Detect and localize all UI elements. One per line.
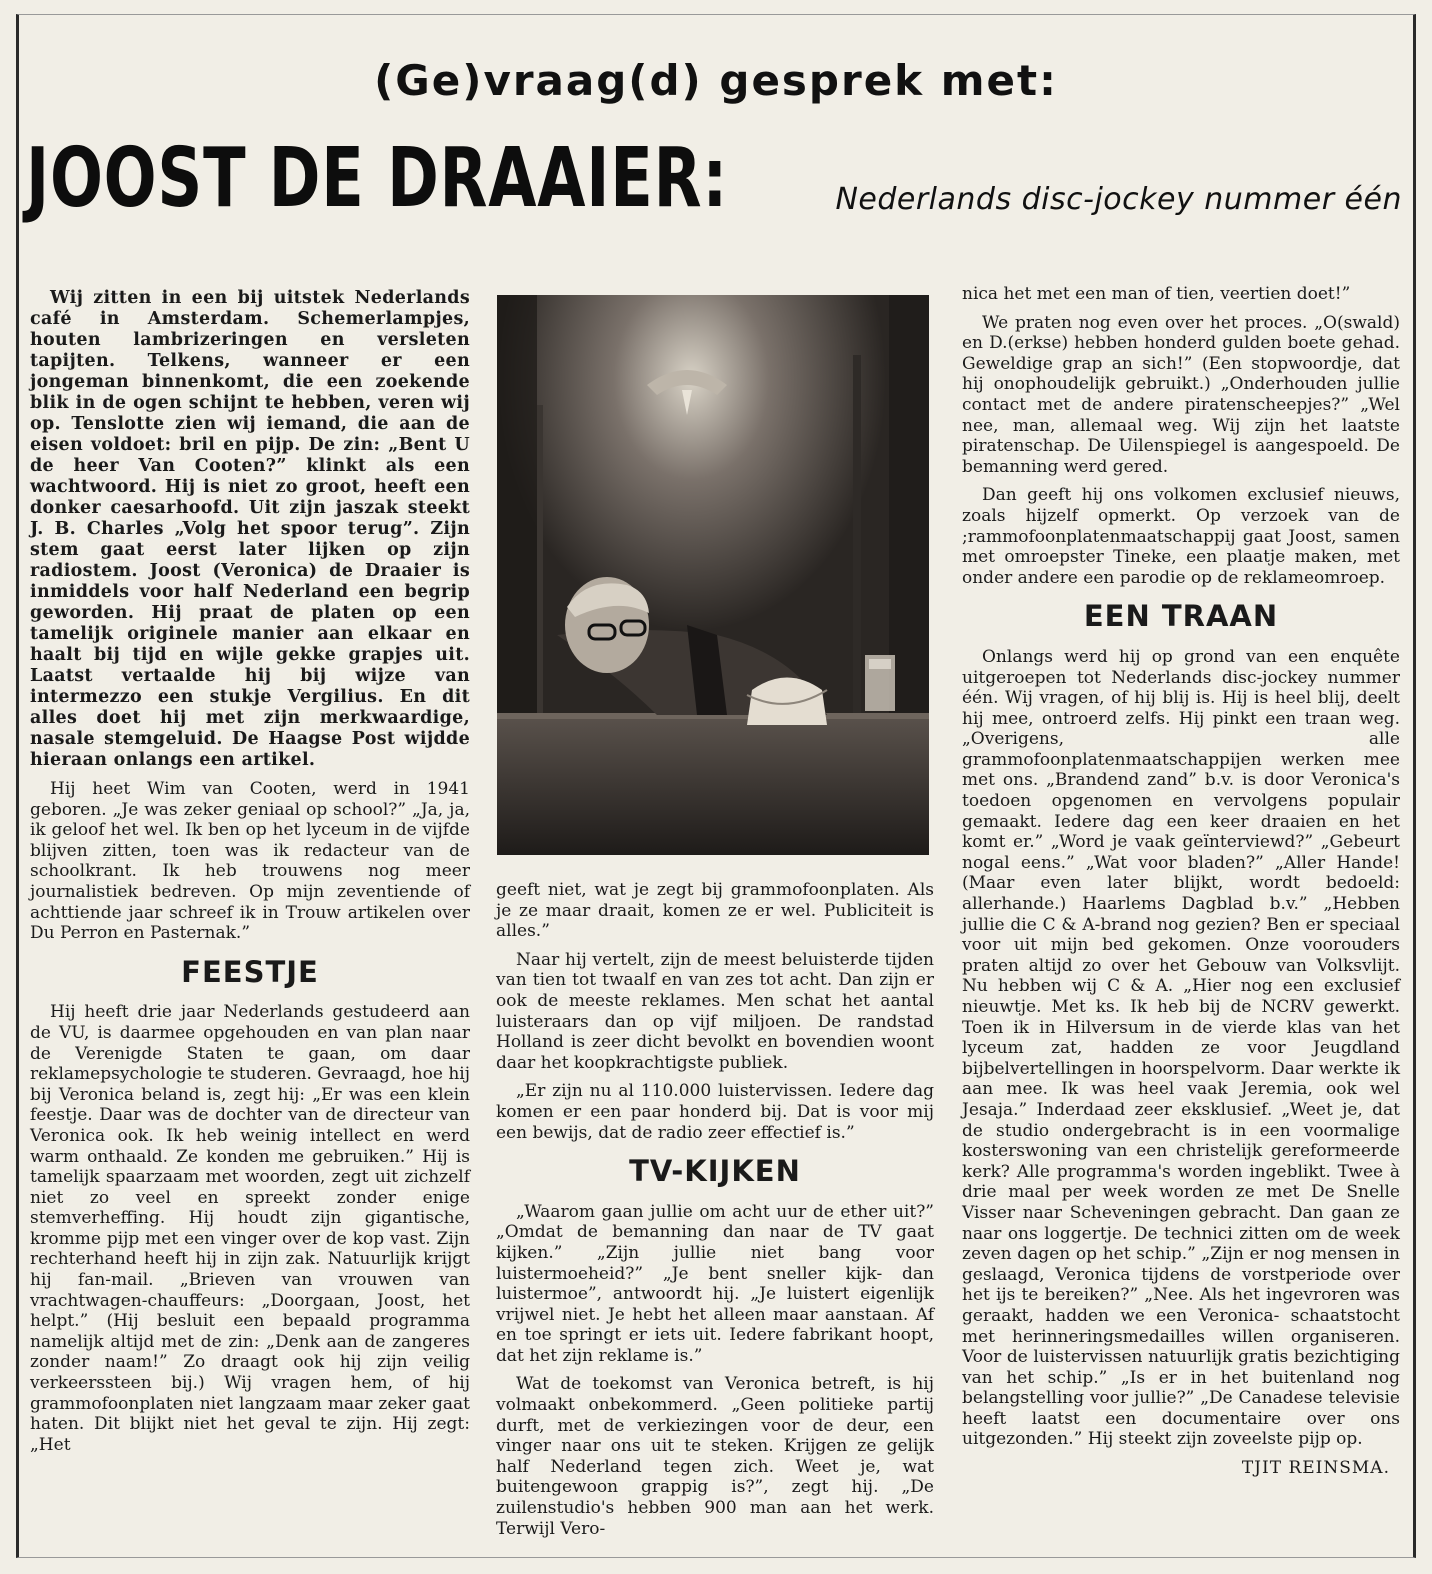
lead-paragraph: Wij zitten in een bij uitstek Nederlands café in Amsterdam. Schemerlampjes, houten lambrizeringen en versleten tapijten. Telkens, wanneer er een jongeman binnenkomt, die een zoekende blik in de ogen schijnt te hebben, veren wij op. Tenslotte zien wij iemand, die aan de eisen voldoet: bril en pijp. De zin: „Bent U de heer Van Cooten?” klinkt als een wachtwoord. Hij is niet zo groot, heeft een donker caesarhoofd. Uit zijn jaszak steekt J. B. Charles „Volg het spoor terug”. Zijn stem gaat eerst later lijken op zijn radiostem. Joost (Veronica) de Draaier is inmiddels voor half Nederland een begrip geworden. Hij praat de platen op een tamelijk originele manier aan elkaar en haalt bij tijd en wijle gekke grapjes uit. Laatst vertaalde hij bij wijze van intermezzo een stukje Vergilius. En dit alles doet hij met zijn merkwaardige, nasale stemgeluid. De Haagse Post wijdde hieraan onlangs een artikel.: [30, 288, 470, 770]
paragraph: We praten nog even over het proces. „O(swald) en D.(erkse) hebben honderd gulden boete gehad. Geweldige grap an sich!” (Een stopwoordje, dat hij onophoudelijk gebruikt.) „Onderhouden jullie contact met de andere piratenscheepjes?” „Wel nee, man, allemaal weg. Wij zijn het laatste piratenschap. De Uilenspiegel is aangespoeld. De bemanning werd gered.: [962, 312, 1400, 477]
paragraph: „Er zijn nu al 110.000 luistervissen. Iedere dag komen er een paar honderd bij. Dat is voor mij een bewijs, dat de radio zeer effectief is.”: [496, 1081, 934, 1143]
section-heading-feestje: FEESTJE: [181, 954, 319, 989]
column-1: [30, 288, 470, 1463]
paragraph: Dan geeft hij ons volkomen exclusief nieuws, zoals hijzelf opmerkt. Op verzoek van de ;rammofoonplatenmaatschappij gaat Joost, samen met omroepster Tineke, een plaatje maken, met onder andere een parodie op de reklameomroep.: [962, 485, 1400, 588]
author-signoff: TJIT REINSMA.: [1241, 1458, 1390, 1479]
paragraph: „Waarom gaan jullie om acht uur de ether uit?” „Omdat de bemanning dan naar de TV gaat kijken.” „Zijn jullie niet bang voor luistermoeheid?” „Je bent sneller kijk- dan luistermoe”, antwoordt hij. „Je luistert eigenlijk vrijwel niet. Je hebt het alleen maar aanstaan. Af en toe springt er iets uit. Iedere fabrikant hoopt, dat het zijn reklame is.”: [496, 1201, 934, 1366]
paragraph: Onlangs werd hij op grond van een enquête uitgeroepen tot Nederlands disc-jockey nummer één. Wij vragen, of hij blij is. Hij is heel blij, deelt hij mee, ontroerd zelfs. Hij pinkt een traan weg. „Overigens, alle grammofoonplatenmaatschappijen werken mee met ons. „Brandend zand” b.v. is door Veronica's toedoen opgenomen en vervolgens populair gemaakt. Iedere dag een keer draaien en het komt er.” „Word je vaak geïnterviewd?” „Gebeurt nogal eens.” „Wat voor bladen?” „Aller Hande! (Maar even later blijkt, wordt bedoeld: allerhande.) Haarlems Dagblad b.v.” „Hebben jullie die C & A-brand nog gezien? Ben er speciaal voor uit mijn bed gekomen. Onze voorouders praten altijd zo over het Gebouw van Volksvlijt. Nu hebben wij C & A. „Hier nog een exclusief nieuwtje. Met ks. Ik heb bij de NCRV gewerkt. Toen ik in Hilversum in de vierde klas van het lyceum zat, hadden ze voor Jeugdland bijbelvertellingen in hoorspelvorm. Daar werkte ik aan mee. Ik was heel vaak Jeremia, ook wel Jesaja.” Inderdaad zeer eksklusief. „Weet je, dat de studio ondergebracht is in een voormalige kosterswoning van een christelijk gereformeerde kerk? Alle programma's worden ingeblikt. Twee à drie maal per week worden ze met De Snelle Visser naar Scheveningen gebracht. Dan gaan ze naar ons loggertje. De technici zitten om de week zeven dagen op het schip.” „Zijn er nog mensen in geslaagd, Veronica tijdens de vorstperiode over het ijs te bereiken?” „Nee. Als het ingevroren was geraakt, hadden we een Veronica- schaatstocht met herinneringsmedailles willen organiseren. Voor de luistervissen natuurlijk gratis bezichtiging van het schip.” „Is er in het buitenland nog belangstelling voor jullie?” „De Canadese televisie heeft laatst een documentaire over ons uitgezonden.” Hij steekt zijn zoveelste pijp op.: [962, 646, 1400, 1450]
section-heading-een-traan: EEN TRAAN: [1083, 599, 1279, 634]
column-3: [962, 284, 1400, 1479]
paragraph: Hij heet Wim van Cooten, werd in 1941 geboren. „Je was zeker geniaal op school?” „Ja, ja, ik geloof het wel. Ik ben op het lyceum in de vijfde blijven zitten, toen was ik redacteur van de schoolkrant. Ik heb trouwens nog meer journalistiek bedreven. Op mijn zeventiende of achttiende jaar schreef ik in Trouw artikelen over Du Perron en Pasternak.”: [30, 779, 470, 944]
subhead: Nederlands disc-jockey nummer één: [835, 182, 1402, 217]
paragraph: nica het met een man of tien, veertien doet!”: [962, 284, 1351, 304]
paragraph: Hij heeft drie jaar Nederlands gestudeerd aan de VU, is daarmee opgehouden en van plan naar de Verenigde Staten te gaan, om daar reklamepsychologie te studeren. Gevraagd, hoe hij bij Veronica beland is, zegt hij: „Er was een klein feestje. Daar was de dochter van de directeur van Veronica ook. Ik heb weinig intellect en werd warm onthaald. Ze konden me gebruiken.” Hij is tamelijk spaarzaam met woorden, zegt uit zichzelf niet zo veel en spreekt zonder enige stemverheffing. Hij houdt zijn gigantische, kromme pijp met een vinger over de kop vast. Zijn rechterhand heeft hij in zijn zak. Natuurlijk krijgt hij fan-mail. „Brieven van vrouwen van vrachtwagen-chauffeurs: „Doorgaan, Joost, het helpt.” (Hij besluit een bepaald programma namelijk altijd met de zin: „Denk aan de zangeres zonder naam!” Zo draagt ook hij zijn veilig verkeerssteen bij.) Wij vragen hem, of hij grammofoonplaten niet langzaam maar zeker gaat haten. Dit blijkt niet het geval te zijn. Hij zegt: „Het: [30, 1002, 470, 1455]
section-heading-tv-kijken: TV-KIJKEN: [629, 1154, 801, 1189]
paragraph: geeft niet, wat je zegt bij grammofoonplaten. Als je ze maar draait, komen ze er wel. Publiciteit is alles.”: [496, 880, 934, 942]
column-2: [496, 880, 934, 1547]
photo-illustration: [497, 295, 929, 855]
paragraph: Naar hij vertelt, zijn de meest beluisterde tijden van tien tot twaalf en van zes tot acht. Dan zijn er ook de meeste reklames. Men schat het aantal luisteraars dan op vijf miljoen. De randstad Holland is zeer dicht bevolkt en bovendien woont daar het koopkrachtigste publiek.: [496, 949, 934, 1073]
paragraph: Wat de toekomst van Veronica betreft, is hij volmaakt onbekommerd. „Geen politieke partij durft, met de verkiezingen voor de deur, een vinger naar ons uit te steken. Krijgen ze gelijk half Nederland tegen zich. Weet je, wat buitengewoon grappig is?”, zegt hij. „De zuilenstudio's hebben 900 man aan het werk. Terwijl Vero-: [496, 1374, 934, 1539]
headline: JOOST DE DRAAIER:: [26, 131, 729, 226]
kicker: (Ge)vraag(d) gesprek met:: [374, 56, 1058, 105]
photo-joost: [497, 295, 929, 855]
